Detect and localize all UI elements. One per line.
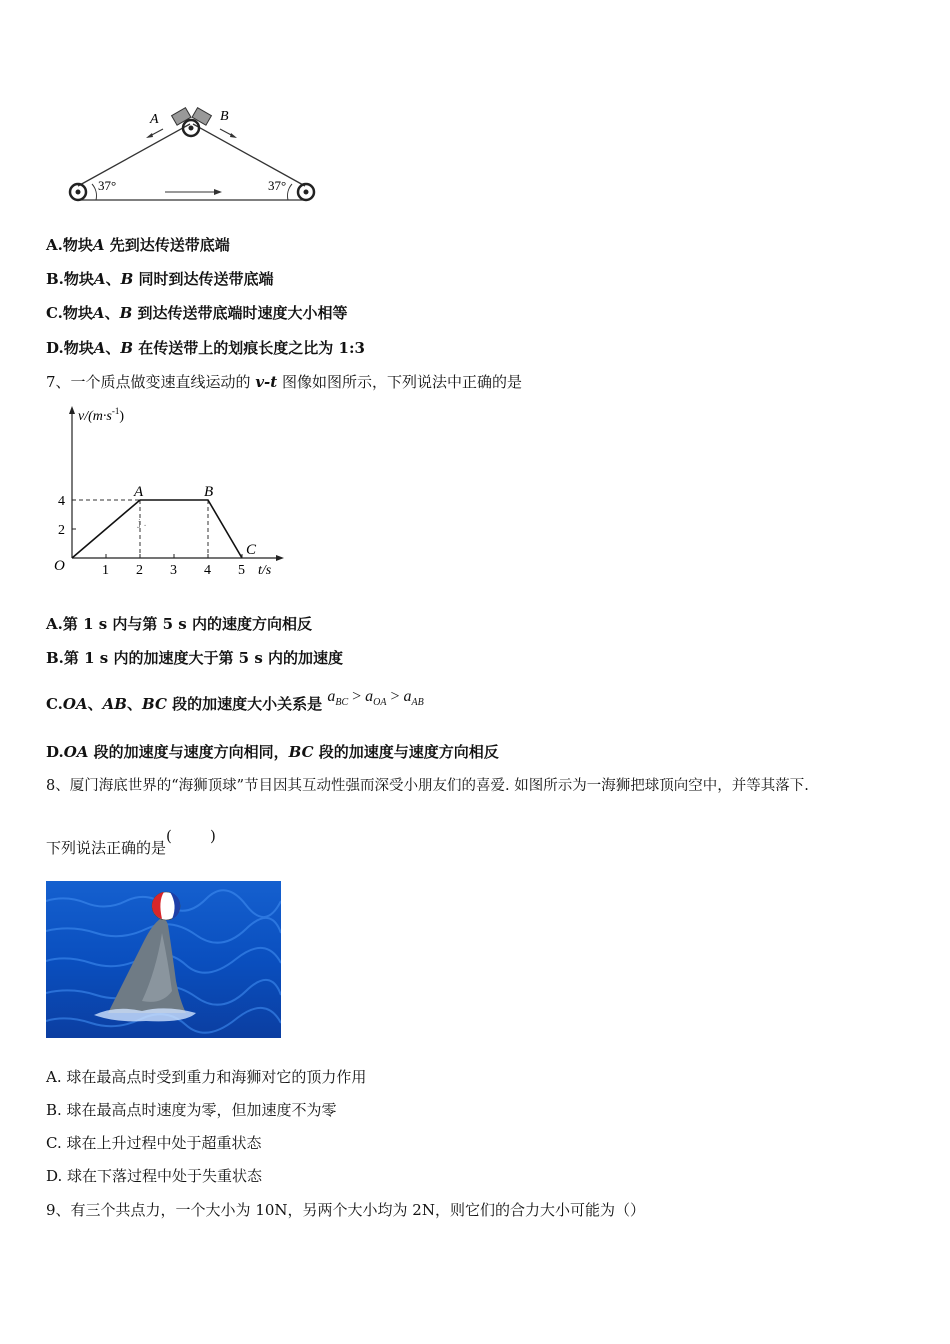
- x-axis-label: t/s: [258, 563, 272, 578]
- q8-option-a: A. 球在最高点时受到重力和海狮对它的顶力作用: [46, 1068, 367, 1086]
- q6-option-d: D.物块A、B 在传送带上的划痕长度之比为 1:3: [46, 339, 365, 357]
- x-tick-label-3: 3: [170, 563, 177, 578]
- origin-label: O: [54, 558, 65, 574]
- angle-right-label: 37°: [268, 178, 287, 193]
- point-a-label: A: [134, 484, 144, 500]
- y-axis-label: $v/(m\cdot s^{-1})$: [78, 406, 124, 424]
- y-tick-label-2: 2: [58, 523, 65, 538]
- q7-option-d: D.OA 段的加速度与速度方向相同，BC 段的加速度与速度方向相反: [46, 743, 499, 761]
- acceleration-relation: $a_{BC} > a_{OA} > a_{AB}$: [327, 688, 424, 708]
- point-b-label: B: [204, 484, 214, 500]
- block-a-label: A: [150, 112, 159, 127]
- conveyor-belt-figure: [60, 100, 330, 210]
- q7-option-a: A.第 1 s 内与第 5 s 内的速度方向相反: [46, 615, 312, 633]
- q7-option-c: C.OA、AB、BC 段的加速度大小关系是 $a_{BC} > a_{OA} > a_{AB}$: [46, 688, 424, 713]
- q7-stem: 7、一个质点做变速直线运动的 v-t 图像如图所示，下列说法中正确的是: [46, 373, 522, 391]
- vt-graph: [46, 400, 296, 590]
- svg-text:j .: j .: [138, 519, 147, 529]
- q6-option-c: C.物块A、B 到达传送带底端时速度大小相等: [46, 304, 348, 322]
- q9-stem: 9、有三个共点力，一个大小为 10N，另两个大小均为 2N，则它们的合力大小可能为（）: [46, 1201, 645, 1219]
- answer-paren: ( ): [166, 827, 216, 845]
- x-tick-label-1: 1: [102, 563, 109, 578]
- dolphin-photo: [46, 881, 281, 1038]
- block-b-label: B: [220, 109, 229, 124]
- x-tick-label-2: 2: [136, 563, 143, 578]
- angle-left-label: 37°: [98, 178, 117, 193]
- x-tick-label-5: 5: [238, 563, 245, 578]
- q8-stem: 8、厦门海底世界的“海狮顶球”节目因其互动性强而深受小朋友们的喜爱. 如图所示为一海狮把球顶向空中，并等其落下.: [46, 778, 809, 794]
- q8-stem-2: 下列说法正确的是( ): [46, 827, 216, 857]
- q8-option-c: C. 球在上升过程中处于超重状态: [46, 1134, 262, 1152]
- q7-option-b: B.第 1 s 内的加速度大于第 5 s 内的加速度: [46, 649, 343, 667]
- y-tick-label-4: 4: [58, 494, 65, 509]
- point-c-label: C: [246, 542, 257, 558]
- x-tick-label-4: 4: [204, 563, 211, 578]
- q6-option-a: A.物块A 先到达传送带底端: [46, 236, 230, 254]
- q8-option-d: D. 球在下落过程中处于失重状态: [46, 1167, 263, 1185]
- q6-option-b: B.物块A、B 同时到达传送带底端: [46, 270, 274, 288]
- vt-series-line: [72, 500, 242, 558]
- q8-option-b: B. 球在最高点时速度为零，但加速度不为零: [46, 1101, 337, 1119]
